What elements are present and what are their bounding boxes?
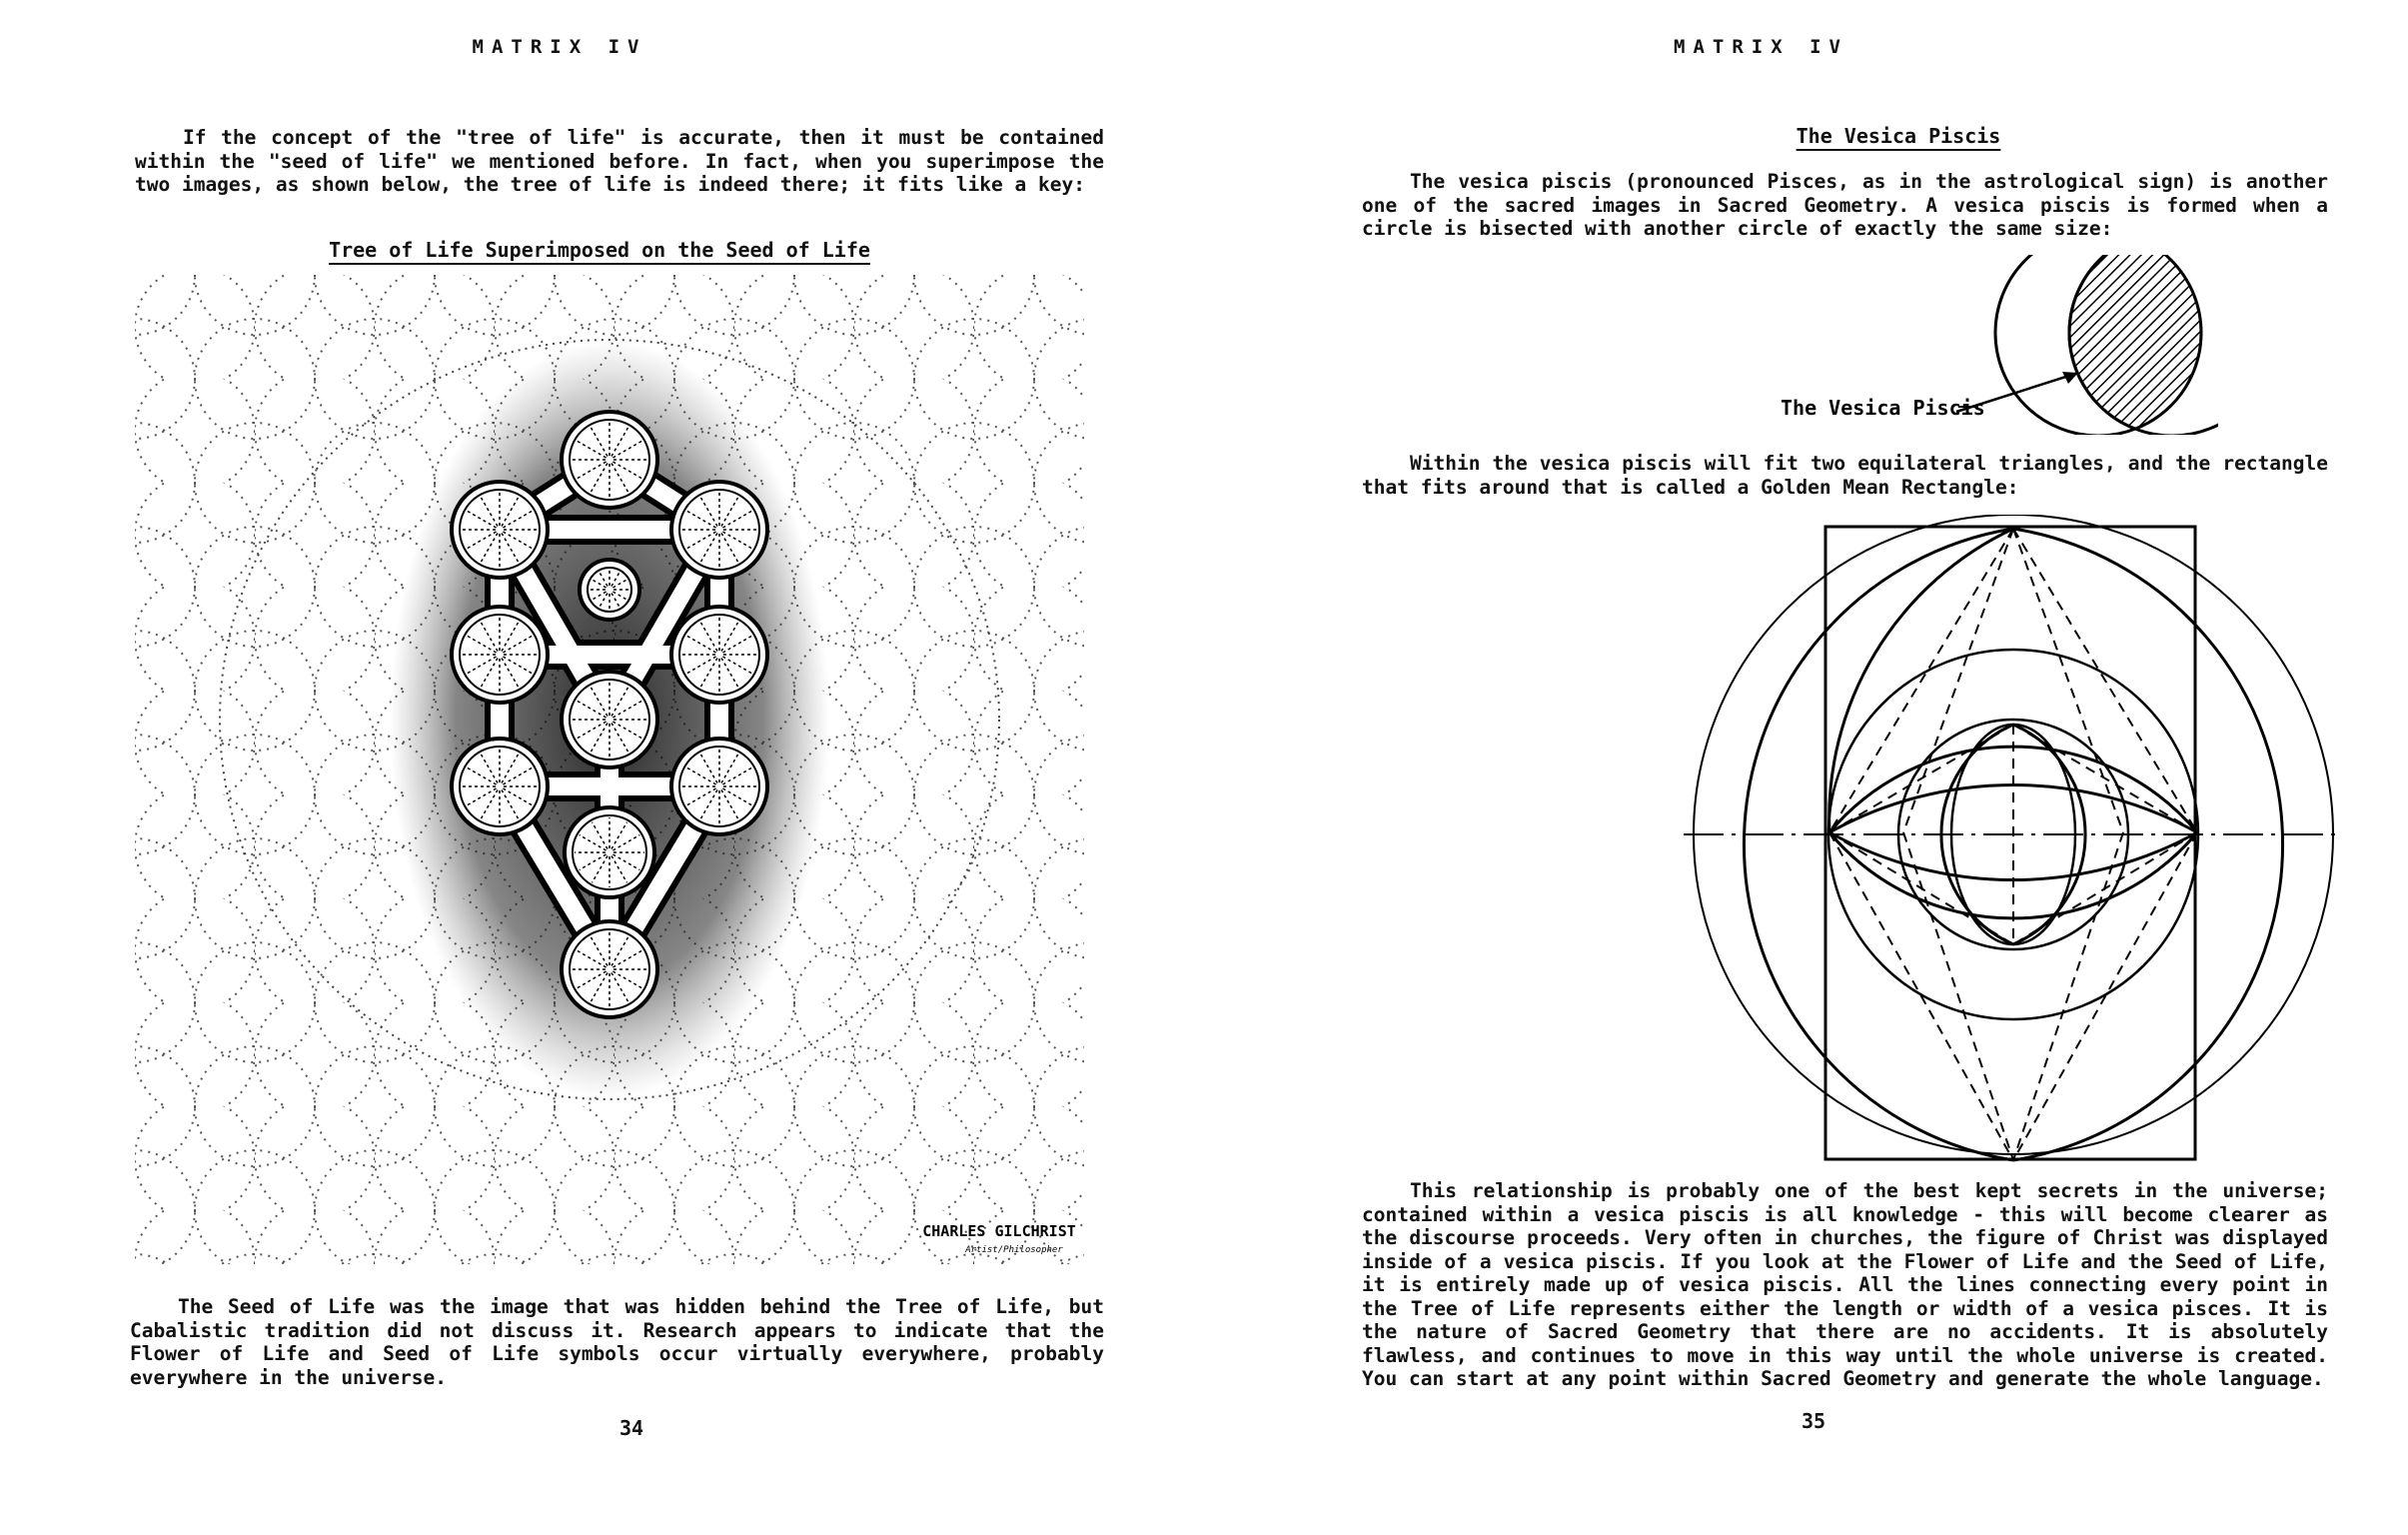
sephirah-5: [452, 607, 548, 703]
left-page: [0, 0, 1199, 1535]
intro-paragraph: The vesica piscis (pronounced Pisces, as in the astrological sign) is another one of the sacred images in Sacred Geometry. A vesica piscis is formed when a circle is bisected with another circle of exactly the same size:: [1362, 170, 2328, 240]
figure-title: Tree of Life Superimposed on the Seed of Life: [329, 238, 870, 262]
sephirah-6: [671, 607, 767, 703]
sephirah-3: [671, 482, 767, 578]
closing-paragraph: The Seed of Life was the image that was hidden behind the Tree of Life, but Cabalistic tradition did not discuss it. Research appears to indicate that the Flower of Life and Seed of Life symbols occur virtually everywhere, probably everywhere in the universe.: [130, 1295, 1104, 1389]
sephirah-2: [452, 482, 548, 578]
sephirah-7: [562, 672, 657, 768]
sephirah-9: [671, 739, 767, 834]
page-number: 35: [1802, 1409, 1826, 1433]
sephirah-11: [562, 921, 657, 1017]
sephirah-4: [580, 560, 639, 620]
sephirah-10: [565, 807, 654, 897]
artist-subcredit: Artist/Philosopher: [965, 1245, 1063, 1255]
section-title: The Vesica Piscis: [1796, 124, 2001, 148]
page-header: MATRIX IV: [1674, 36, 1848, 58]
page-header: MATRIX IV: [472, 36, 647, 58]
right-page: [1204, 0, 2408, 1535]
middle-paragraph: Within the vesica piscis will fit two equilateral triangles, and the rectangle that fits around that is called a Golden Mean Rectangle:: [1362, 452, 2328, 499]
intro-paragraph: If the concept of the "tree of life" is accurate, then it must be contained within the "seed of life" we mentioned before. In fact, when you superimpose the two images, as shown below, the tree of life is indeed there; it fits like a key:: [135, 126, 1104, 196]
golden-mean-diagram: [1474, 515, 2353, 1174]
sephirah-8: [452, 739, 548, 834]
vesica-piscis-figure: [1779, 255, 2218, 435]
vesica-label: The Vesica Piscis: [1781, 396, 1985, 420]
artist-credit: CHARLES GILCHRIST: [922, 1222, 1076, 1240]
tree-of-life-figure: [135, 275, 1084, 1264]
page-number: 34: [619, 1416, 644, 1440]
closing-paragraph: This relationship is probably one of the best kept secrets in the universe; contained within a vesica piscis is all knowledge - this will become clearer as the discourse proceeds. Very often in churches, the figure of Christ was displayed inside of a vesica piscis. If you look at the Flower of Life and the Seed of Life, it is entirely made up of vesica piscis. All the lines connecting every point in the Tree of Life represents either the length or width of a vesica pisces. It is the nature of Sacred Geometry that there are no accidents. It is absolutely flawless, and continues to move in this way until the whole universe is created. You can start at any point within Sacred Geometry and generate the whole language.: [1362, 1179, 2328, 1390]
sephirah-1: [562, 412, 657, 508]
